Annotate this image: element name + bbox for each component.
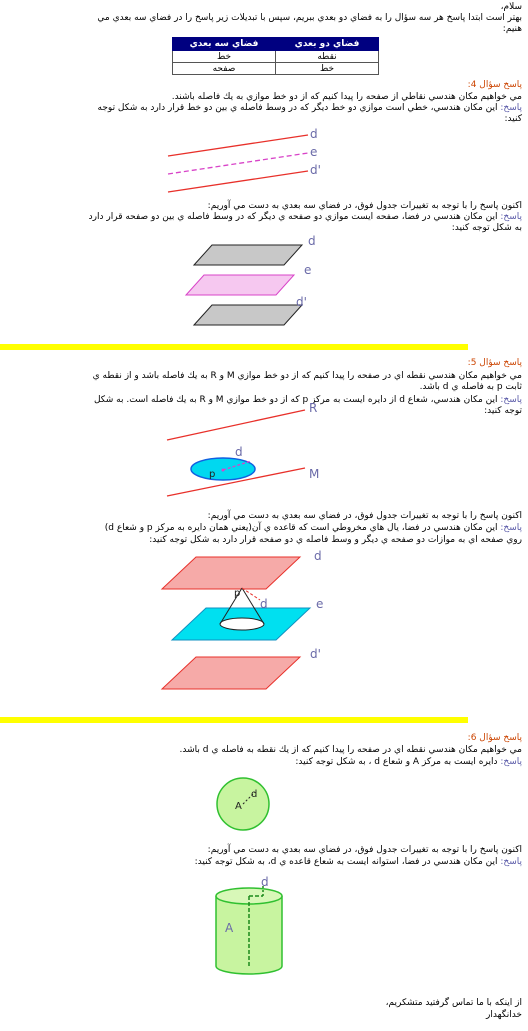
table-row: نقطه خط [173, 51, 379, 63]
svg-text:e: e [304, 263, 312, 277]
closing-signature: خدانگهدار [486, 1010, 522, 1020]
section-divider [0, 344, 468, 350]
q4-title: پاسخ سؤال 4: [467, 80, 522, 90]
svg-text:d: d [261, 875, 269, 889]
q4-space-answer: پاسخ: اين مكان هندسي در فضا، صفحه ايست موازي دو صفحه ي ديگر كه در وسط فاصله ي بين دو صفحه قرار دارد [88, 212, 522, 222]
q5-space-intro: اكنون پاسخ را با توجه به تغييرات جدول فوق، در فضاي سه بعدي به دست مي آوريم: [207, 511, 522, 521]
q4-answer-cont: كنيد: [504, 114, 522, 124]
q6-3d-figure [205, 875, 295, 988]
q6-title: پاسخ سؤال 6: [467, 733, 522, 743]
q5-space-answer: پاسخ: اين مكان هندسي در فضا، يال هاي مخروطي است كه قاعده ي آن(يعني همان دايره به مركز p و شعاع d) [104, 523, 522, 533]
q5-space-answer-cont: روي صفحه اي به موازات دو صفحه ي ديگر و وسط فاصله ي دو صفحه قرار دارد به شكل توجه كنيد: [149, 535, 522, 545]
q5-3d-figure [160, 546, 330, 692]
conversion-table [172, 37, 379, 75]
q4-label-d: d [310, 127, 318, 141]
table-header-3d: فضاي سه بعدي [173, 38, 276, 51]
top-plane [162, 557, 300, 589]
bottom-plane [162, 657, 300, 689]
q5-2d-figure [165, 398, 335, 498]
svg-text:d: d [308, 234, 316, 248]
section-divider [0, 717, 468, 723]
svg-text:p: p [234, 588, 241, 599]
svg-text:d': d' [310, 647, 321, 661]
plane-d-prime [194, 305, 302, 325]
q5-title: پاسخ سؤال 5: [467, 358, 522, 368]
table-row: خط صفحه [173, 63, 379, 75]
q5-answer-cont: توجه كنيد: [484, 406, 522, 416]
cone-base [220, 618, 264, 630]
svg-text:p: p [209, 469, 216, 480]
svg-text:d': d' [296, 295, 307, 309]
svg-text:e: e [316, 597, 324, 611]
svg-text:R: R [309, 401, 318, 415]
svg-text:d: d [314, 549, 322, 563]
plane-e [186, 275, 294, 295]
q4-2d-figure [160, 122, 330, 194]
q4-question: مي خواهيم مكان هندسي نقاطي از صفحه را پيدا كنيم كه از دو خط موازي به يك فاصله باشند. [171, 92, 522, 102]
q5-answer: پاسخ: اين مكان هندسي، شعاع d از دايره ايست به مركز p كه از دو خط موازي M و R به يك فاصله است. به شكل [93, 395, 522, 405]
intro-text-line2: هنيم: [502, 24, 522, 34]
svg-text:A: A [225, 921, 234, 935]
closing-thanks: از اينكه با ما تماس گرفتيد متشكريم، [385, 998, 522, 1008]
intro-text-line1: بهتر است ابتدا پاسخ هر سه سؤال را به فضاي دو بعدي ببريم، سپس با تبديلات زير پاسخ را در فضاي سه بعدي مي [97, 13, 522, 23]
q4-label-e: e [310, 145, 318, 159]
svg-text:M: M [309, 467, 320, 481]
q6-space-answer: پاسخ: اين مكان هندسي در فضا، استوانه ايست به شعاع قاعده ي d، به شكل توجه كنيد: [194, 857, 522, 867]
svg-text:d: d [260, 597, 268, 611]
svg-text:d: d [251, 789, 258, 800]
plane-d [194, 245, 302, 265]
q6-answer: پاسخ: دايره ايست به مركز A و شعاع d ، به شكل توجه كنيد: [295, 757, 522, 767]
q4-space-answer-cont: به شكل توجه كنيد: [451, 223, 522, 233]
svg-text:d: d [235, 445, 243, 459]
q5-question-2: ثابت p به فاصله ي d باشد. [419, 382, 522, 392]
q6-space-intro: اكنون پاسخ را با توجه به تغييرات جدول فوق، در فضاي سه بعدي به دست مي آوريم: [207, 845, 522, 855]
q6-question: مي خواهيم مكان هندسي نقطه اي در صفحه را پيدا كنيم كه از يك نقطه به فاصله ي d باشد. [179, 745, 522, 755]
table-header-2d: فضاي دو بعدي [276, 38, 379, 51]
q4-label-d-prime: d' [310, 163, 321, 177]
q5-question-1: مي خواهيم مكان هندسي نقطه اي در صفحه را پيدا كنيم كه از دو خط موازي M و R به يك فاصله باشد و از نقطه ي [92, 371, 522, 381]
q4-3d-figure [172, 232, 332, 332]
svg-text:A: A [235, 801, 242, 812]
greeting: سلام، [500, 2, 522, 12]
q6-2d-figure [215, 777, 275, 837]
q4-space-intro: اكنون پاسخ را با توجه به تغييرات جدول فوق، در فضاي سه بعدي به دست مي آوريم: [207, 201, 522, 211]
q4-answer: پاسخ: اين مكان هندسي، خطي است موازي دو خط ديگر كه در وسط فاصله ي بين دو خط قرار دارد به شكل توجه [97, 103, 522, 113]
